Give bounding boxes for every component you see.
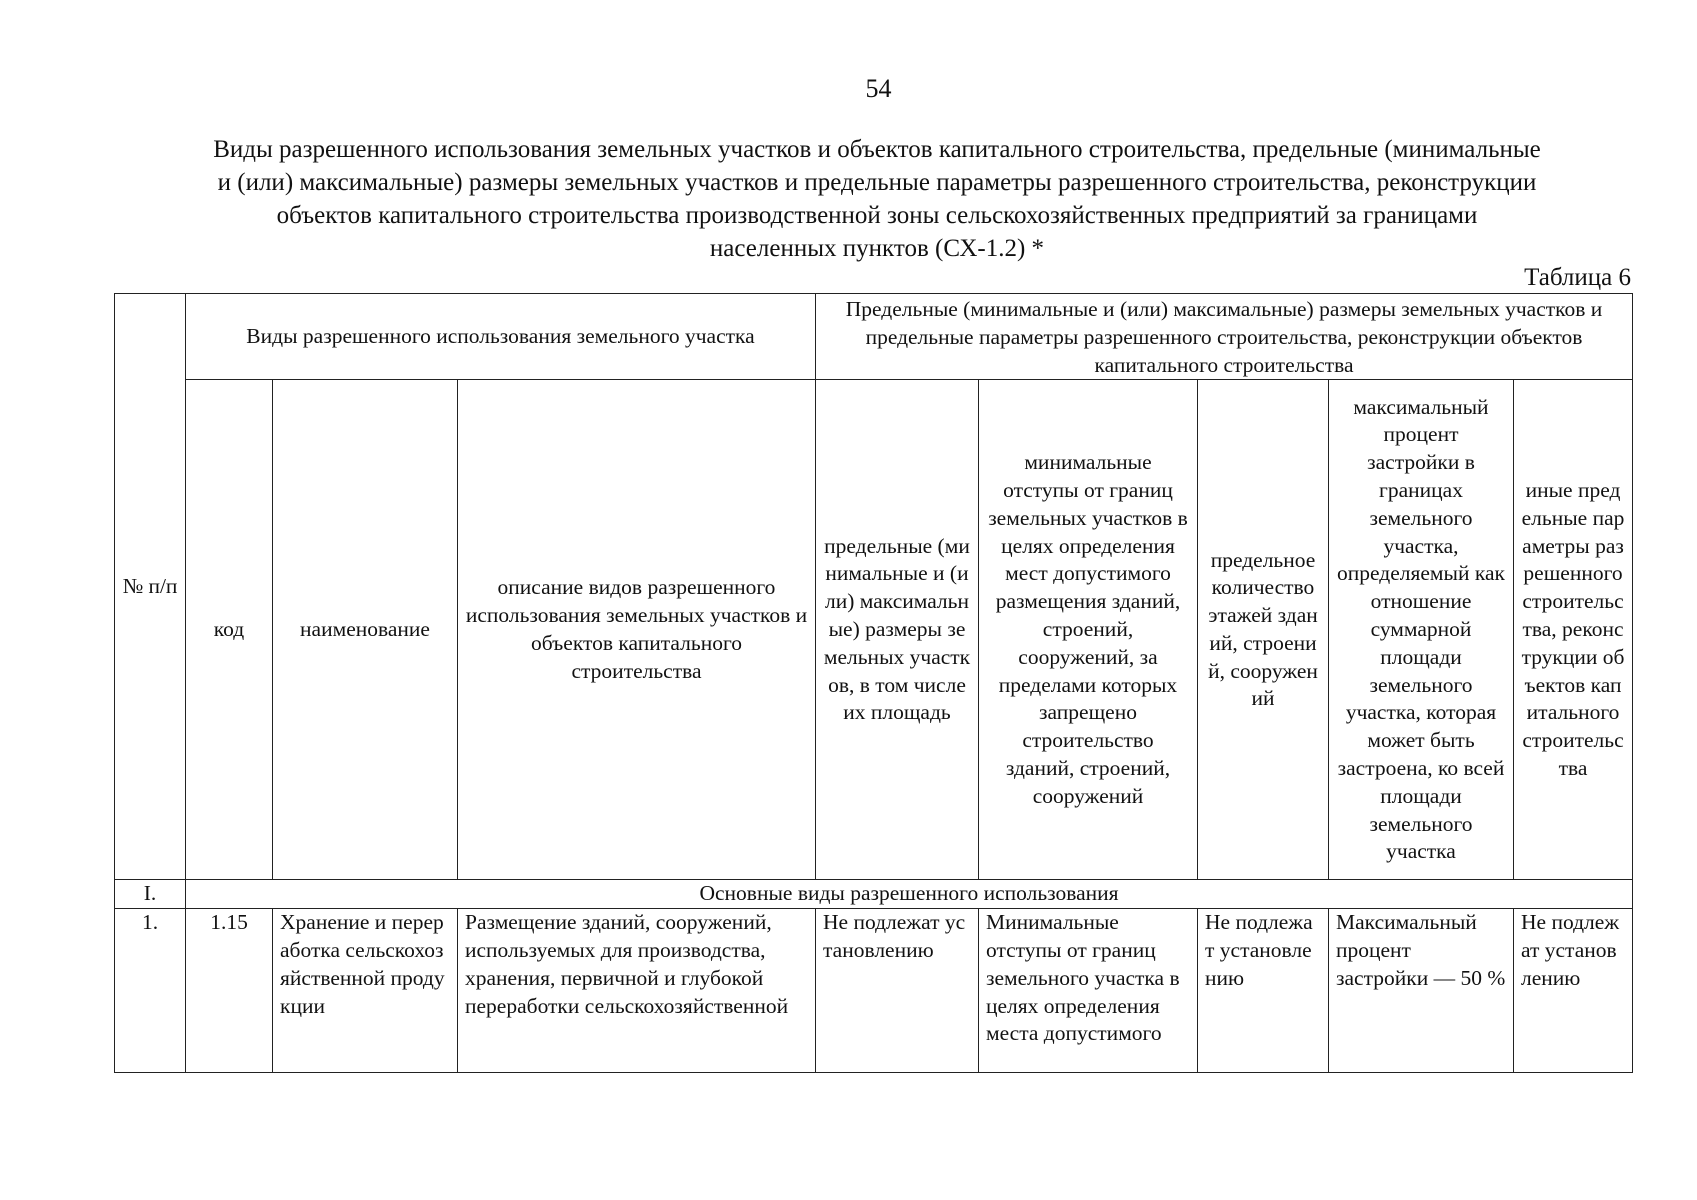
header-number: № п/п xyxy=(115,294,186,880)
title-line: объектов капитального строительства производственной зоны сельскохозяйственных предприятий за границами xyxy=(276,202,1478,229)
row-code: 1.15 xyxy=(186,909,273,1073)
title-line: и (или) максимальные) размеры земельных участков и предельные параметры разрешенного строительства, реконструкции xyxy=(217,169,1537,196)
section-row xyxy=(115,880,1633,909)
row-floors: Не подлежат установлению xyxy=(1198,909,1329,1073)
row-setbacks: Минимальные отступы от границ земельного участка в целях определения места допустимого xyxy=(979,909,1198,1073)
header-other: иные предельные параметры разрешенного строительства, реконструкции объектов капитального строительства xyxy=(1514,380,1633,880)
header-plot-size: предельные (минимальные и (или) максимальные) размеры земельных участков, в том числе их площадь xyxy=(816,380,979,880)
row-plot-size: Не подлежат установлению xyxy=(816,909,979,1073)
header-setbacks: минимальные отступы от границ земельных участков в целях определения мест допустимого размещения зданий, строений, сооружений, за пределами которых запрещено строительство зданий, строений, сооружений xyxy=(979,380,1198,880)
title-line: Виды разрешенного использования земельных участков и объектов капитального строительства, предельные (минимальные xyxy=(213,136,1541,163)
header-group-uses: Виды разрешенного использования земельного участка xyxy=(186,294,816,380)
header-group-params: Предельные (минимальные и (или) максимальные) размеры земельных участков и предельные параметры разрешенного строительства, реконструкции объектов капитального строительства xyxy=(816,294,1633,380)
title-line: населенных пунктов (СХ-1.2) * xyxy=(709,235,1045,262)
section-number: I. xyxy=(115,880,186,909)
table-row xyxy=(115,909,1633,1073)
document-title xyxy=(112,133,1642,265)
header-row-groups xyxy=(115,294,1633,380)
land-use-table xyxy=(114,293,1633,1073)
header-row-columns xyxy=(115,380,1633,880)
header-description: описание видов разрешенного использования земельных участков и объектов капитального строительства xyxy=(458,380,816,880)
row-number: 1. xyxy=(115,909,186,1073)
section-title: Основные виды разрешенного использования xyxy=(186,880,1633,909)
row-name: Хранение и переработка сельскохозяйственной продукции xyxy=(273,909,458,1073)
header-coverage: максимальный процент застройки в границах земельного участка, определяемый как отношение суммарной площади земельного участка, которая может быть застроена, ко всей площади земельного участка xyxy=(1329,380,1514,880)
page-number: 54 xyxy=(865,74,892,103)
table-label: Таблица 6 xyxy=(1524,264,1631,291)
row-other: Не подлежат установлению xyxy=(1514,909,1633,1073)
header-code: код xyxy=(186,380,273,880)
row-description: Размещение зданий, сооружений, используемых для производства, хранения, первичной и глубокой переработки сельскохозяйственной xyxy=(458,909,816,1073)
header-name: наименование xyxy=(273,380,458,880)
row-coverage: Максимальный процент застройки — 50 % xyxy=(1329,909,1514,1073)
header-floors: предельное количество этажей зданий, строений, сооружений xyxy=(1198,380,1329,880)
